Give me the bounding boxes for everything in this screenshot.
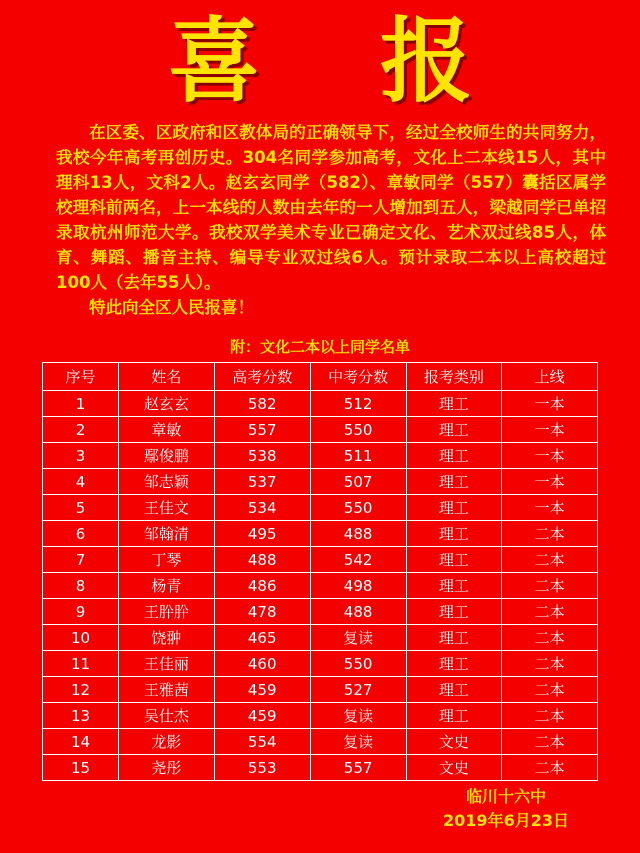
header-gaokao-score: 高考分数	[214, 363, 310, 391]
cell-name: 吴仕杰	[119, 703, 215, 729]
cell-tier: 二本	[502, 677, 598, 703]
cell-gaokao-score: 460	[214, 651, 310, 677]
cell-name: 王佳文	[119, 495, 215, 521]
cell-tier: 二本	[502, 651, 598, 677]
cell-name: 饶翀	[119, 625, 215, 651]
cell-gaokao-score: 554	[214, 729, 310, 755]
cell-name: 邹志颖	[119, 469, 215, 495]
cell-index: 7	[43, 547, 119, 573]
table-row	[43, 443, 598, 469]
cell-index: 1	[43, 391, 119, 417]
table-row	[43, 417, 598, 443]
table-row	[43, 573, 598, 599]
cell-zhongkao-score: 488	[310, 521, 406, 547]
table-row	[43, 703, 598, 729]
cell-zhongkao-score: 488	[310, 599, 406, 625]
cell-category: 理工	[406, 573, 502, 599]
cell-category: 理工	[406, 599, 502, 625]
student-list-table	[42, 362, 598, 781]
cell-tier: 二本	[502, 521, 598, 547]
cell-index: 15	[43, 755, 119, 781]
cell-tier: 一本	[502, 495, 598, 521]
cell-zhongkao-score: 512	[310, 391, 406, 417]
cell-category: 理工	[406, 391, 502, 417]
cell-category: 理工	[406, 521, 502, 547]
cell-tier: 二本	[502, 599, 598, 625]
cell-index: 14	[43, 729, 119, 755]
cell-name: 章敏	[119, 417, 215, 443]
cell-category: 理工	[406, 495, 502, 521]
title-char-1: 喜	[167, 7, 260, 115]
cell-category: 理工	[406, 417, 502, 443]
cell-tier: 二本	[502, 729, 598, 755]
table-row	[43, 391, 598, 417]
title-char-2: 报	[380, 7, 473, 115]
cell-index: 4	[43, 469, 119, 495]
cell-tier: 二本	[502, 625, 598, 651]
cell-name: 杨青	[119, 573, 215, 599]
cell-gaokao-score: 495	[214, 521, 310, 547]
cell-name: 丁琴	[119, 547, 215, 573]
cell-gaokao-score: 465	[214, 625, 310, 651]
cell-zhongkao-score: 557	[310, 755, 406, 781]
cell-gaokao-score: 459	[214, 677, 310, 703]
cell-tier: 二本	[502, 573, 598, 599]
cell-name: 赵玄玄	[119, 391, 215, 417]
table-row	[43, 755, 598, 781]
cell-tier: 一本	[502, 443, 598, 469]
cell-gaokao-score: 478	[214, 599, 310, 625]
header-category: 报考类别	[406, 363, 502, 391]
cell-category: 理工	[406, 703, 502, 729]
cell-zhongkao-score: 498	[310, 573, 406, 599]
announcement-paragraph: 在区委、区政府和区教体局的正确领导下，经过全校师生的共同努力，我校今年高考再创历史。304名同学参加高考，文化上二本线15人，其中理科13人，文科2人。赵玄玄同学（582）、章敏同学（557）囊括区属学校理科前两名，上一本线的人数由去年的一人增加到五人，梁越同学已单招录取杭州师范大学。我校双学美术专业已确定文化、艺术双过线85人，体育、舞蹈、播音主持、编导专业双过线6人。预计录取二本以上高校超过100人（去年55人）。	[56, 123, 606, 292]
cell-zhongkao-score: 542	[310, 547, 406, 573]
cell-zhongkao-score: 550	[310, 651, 406, 677]
cell-category: 理工	[406, 547, 502, 573]
cell-zhongkao-score: 507	[310, 469, 406, 495]
cell-gaokao-score: 557	[214, 417, 310, 443]
cell-category: 文史	[406, 729, 502, 755]
appendix-title: 附：文化二本以上同学名单	[229, 338, 410, 356]
cell-gaokao-score: 488	[214, 547, 310, 573]
table-row	[43, 729, 598, 755]
cell-zhongkao-score: 527	[310, 677, 406, 703]
cell-tier: 二本	[502, 755, 598, 781]
cell-gaokao-score: 537	[214, 469, 310, 495]
cell-zhongkao-score: 复读	[310, 703, 406, 729]
poster-title	[0, 6, 640, 116]
date: 2019年6月23日	[443, 811, 569, 830]
table-row	[43, 625, 598, 651]
cell-name: 龙影	[119, 729, 215, 755]
cell-gaokao-score: 538	[214, 443, 310, 469]
cell-index: 12	[43, 677, 119, 703]
cell-index: 13	[43, 703, 119, 729]
table-row	[43, 495, 598, 521]
cell-category: 理工	[406, 651, 502, 677]
school-name: 临川十六中	[465, 787, 546, 806]
cell-name: 王肸肸	[119, 599, 215, 625]
cell-index: 11	[43, 651, 119, 677]
cell-tier: 二本	[502, 547, 598, 573]
cell-index: 10	[43, 625, 119, 651]
cell-zhongkao-score: 550	[310, 417, 406, 443]
cell-category: 理工	[406, 677, 502, 703]
cell-category: 理工	[406, 443, 502, 469]
cell-index: 2	[43, 417, 119, 443]
cell-tier: 一本	[502, 417, 598, 443]
cell-gaokao-score: 486	[214, 573, 310, 599]
footer	[406, 785, 606, 833]
cell-index: 3	[43, 443, 119, 469]
header-index: 序号	[43, 363, 119, 391]
cell-zhongkao-score: 550	[310, 495, 406, 521]
announcement-text	[56, 120, 606, 320]
cell-category: 文史	[406, 755, 502, 781]
cell-category: 理工	[406, 469, 502, 495]
cell-zhongkao-score: 复读	[310, 729, 406, 755]
header-tier: 上线	[502, 363, 598, 391]
cell-gaokao-score: 459	[214, 703, 310, 729]
cell-zhongkao-score: 511	[310, 443, 406, 469]
table-row	[43, 651, 598, 677]
table-row	[43, 677, 598, 703]
cell-index: 5	[43, 495, 119, 521]
cell-name: 鄢俊鹏	[119, 443, 215, 469]
cell-zhongkao-score: 复读	[310, 625, 406, 651]
cell-index: 9	[43, 599, 119, 625]
cell-name: 王雅茜	[119, 677, 215, 703]
cell-gaokao-score: 582	[214, 391, 310, 417]
cell-gaokao-score: 534	[214, 495, 310, 521]
closing-line: 特此向全区人民报喜！	[89, 298, 254, 317]
cell-category: 理工	[406, 625, 502, 651]
cell-name: 王佳丽	[119, 651, 215, 677]
table-body	[43, 391, 598, 781]
header-zhongkao-score: 中考分数	[310, 363, 406, 391]
table-row	[43, 521, 598, 547]
cell-name: 尧彤	[119, 755, 215, 781]
table-row	[43, 469, 598, 495]
table-row	[43, 599, 598, 625]
cell-name: 邹翰清	[119, 521, 215, 547]
header-name: 姓名	[119, 363, 215, 391]
cell-tier: 二本	[502, 703, 598, 729]
cell-index: 8	[43, 573, 119, 599]
table-header-row	[43, 363, 598, 391]
cell-index: 6	[43, 521, 119, 547]
table-row	[43, 547, 598, 573]
cell-tier: 一本	[502, 469, 598, 495]
cell-gaokao-score: 553	[214, 755, 310, 781]
cell-tier: 一本	[502, 391, 598, 417]
